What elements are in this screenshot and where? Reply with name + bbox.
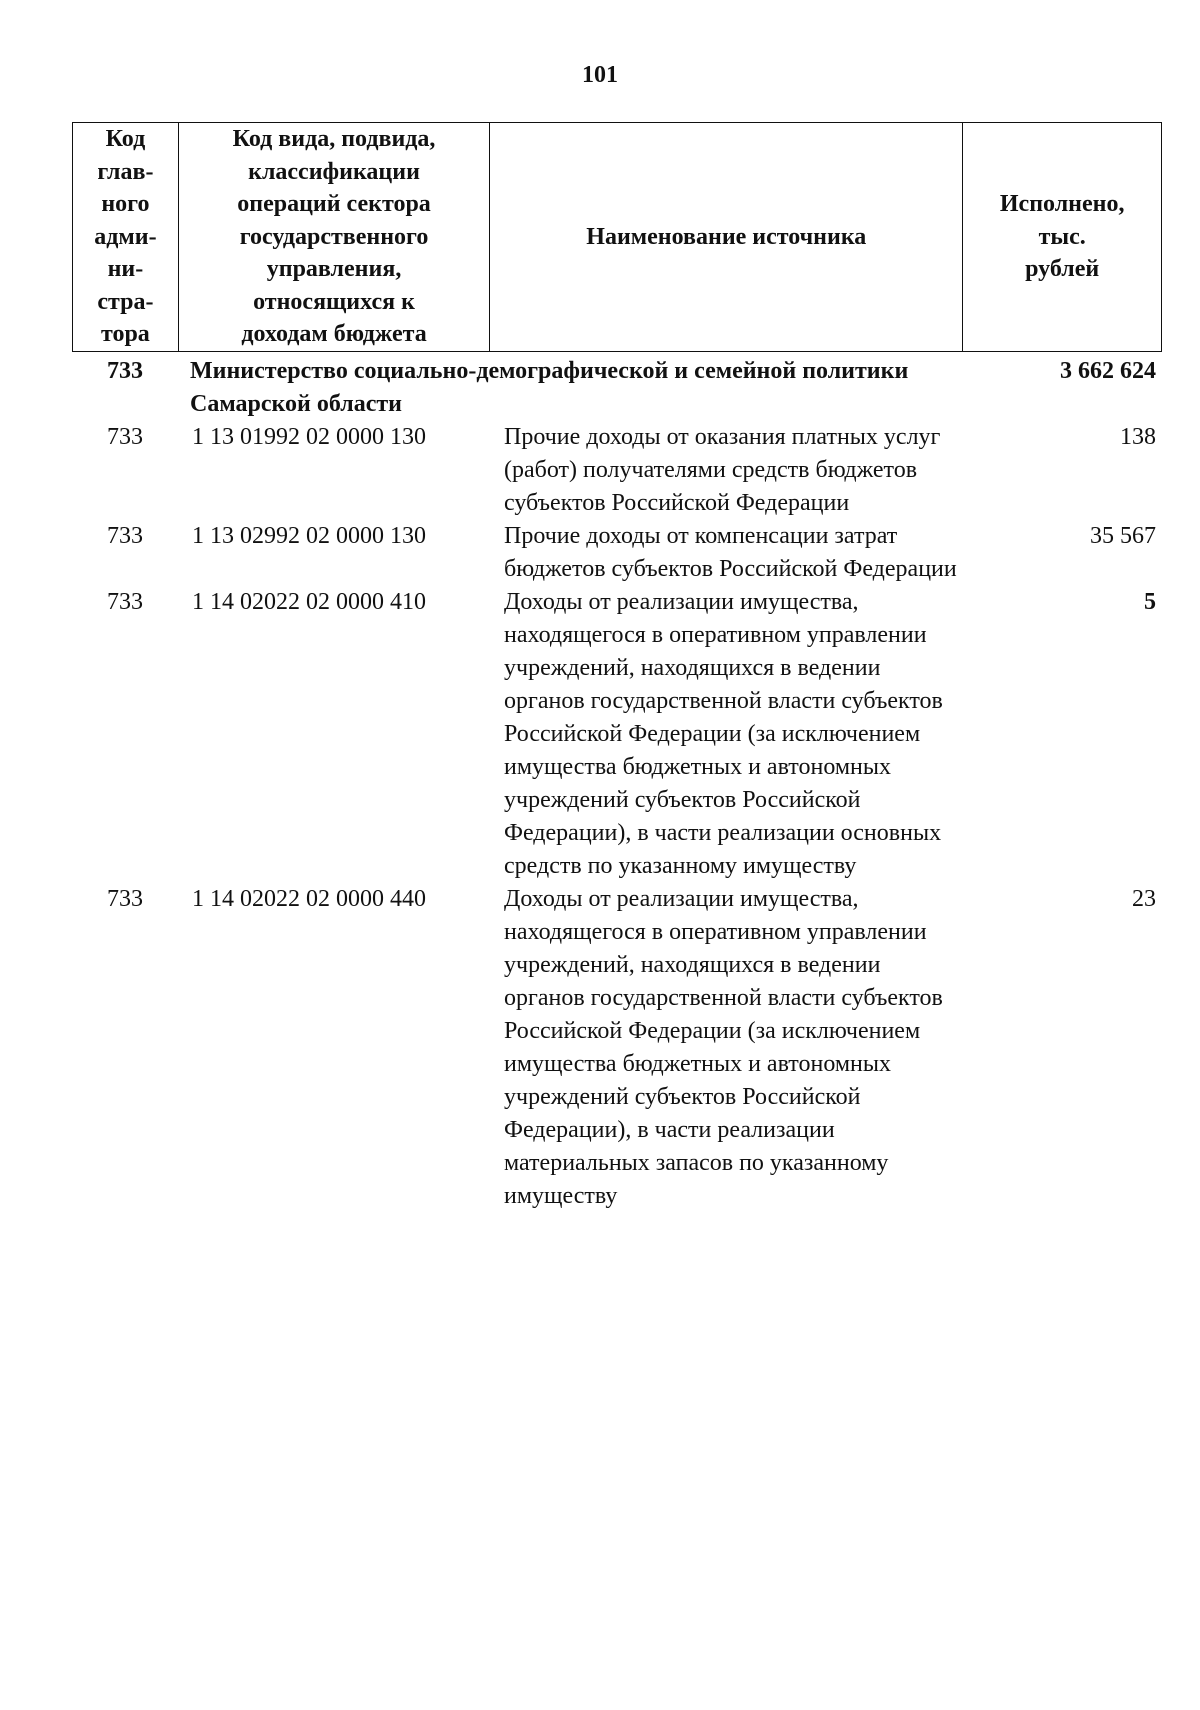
header-line: Код вида, подвида, bbox=[232, 126, 436, 153]
source-name: Прочие доходы от оказания платных услуг (работ) получателями средств бюджетов субъектов Российской Федерации bbox=[504, 424, 941, 516]
table-header bbox=[72, 122, 1162, 352]
amount: 3 662 624 bbox=[1060, 358, 1156, 384]
header-line: адми- bbox=[94, 223, 157, 250]
header-line: доходам бюджета bbox=[241, 321, 427, 348]
table-row bbox=[72, 421, 1162, 520]
source-name: Прочие доходы от компенсации затрат бюджетов субъектов Российской Федерации bbox=[504, 523, 957, 582]
source-name: Доходы от реализации имущества, находящегося в оперативном управлении учреждений, находящихся в ведении органов государственной власти субъектов Российской Федерации (за исключением имущества бюджетных и автономных учреждений субъектов Российской Федерации), в части реализации основных средств по указанному имуществу bbox=[504, 589, 943, 879]
header-executed bbox=[963, 123, 1161, 351]
header-line: операций сектора bbox=[237, 191, 431, 218]
header-line: относящихся к bbox=[253, 288, 415, 315]
table-body bbox=[72, 355, 1162, 1213]
header-line: Код bbox=[105, 126, 146, 153]
page-number: 101 bbox=[582, 62, 618, 88]
admin-code: 733 bbox=[107, 523, 143, 549]
header-line: стра- bbox=[97, 288, 154, 315]
table-row bbox=[72, 586, 1162, 883]
admin-code: 733 bbox=[107, 589, 143, 615]
admin-code: 733 bbox=[107, 358, 143, 384]
header-line: государственного bbox=[239, 223, 429, 250]
ministry-name: Министерство социально-демографической и семейной политики Самарской области bbox=[190, 358, 909, 417]
header-line: ного bbox=[101, 191, 150, 218]
header-line: классификации bbox=[248, 158, 420, 185]
table-row bbox=[72, 883, 1162, 1213]
table-row bbox=[72, 520, 1162, 586]
header-line: рублей bbox=[1025, 256, 1100, 283]
header-line: управления, bbox=[266, 256, 402, 283]
header-source-name: Наименование источника bbox=[490, 123, 963, 351]
classification-code: 1 14 02022 02 0000 410 bbox=[192, 589, 426, 615]
header-line: тора bbox=[100, 321, 150, 348]
source-name: Доходы от реализации имущества, находящегося в оперативном управлении учреждений, находящихся в ведении органов государственной власти субъектов Российской Федерации (за исключением имущества бюджетных и автономных учреждений субъектов Российской Федерации), в части реализации материальных запасов по указанному имуществу bbox=[504, 886, 943, 1209]
header-line: ни- bbox=[107, 256, 144, 283]
amount: 35 567 bbox=[1090, 523, 1156, 549]
header-admin-code bbox=[73, 123, 179, 351]
amount: 5 bbox=[1144, 589, 1156, 615]
amount: 23 bbox=[1132, 886, 1156, 912]
header-line: тыс. bbox=[1038, 223, 1086, 250]
header-classification-code bbox=[179, 123, 490, 351]
admin-code: 733 bbox=[107, 886, 143, 912]
ministry-row bbox=[72, 355, 1162, 421]
classification-code: 1 14 02022 02 0000 440 bbox=[192, 886, 426, 912]
header-line: глав- bbox=[97, 158, 154, 185]
classification-code: 1 13 01992 02 0000 130 bbox=[192, 424, 426, 450]
admin-code: 733 bbox=[107, 424, 143, 450]
classification-code: 1 13 02992 02 0000 130 bbox=[192, 523, 426, 549]
amount: 138 bbox=[1120, 424, 1156, 450]
header-line: Исполнено, bbox=[999, 191, 1125, 218]
